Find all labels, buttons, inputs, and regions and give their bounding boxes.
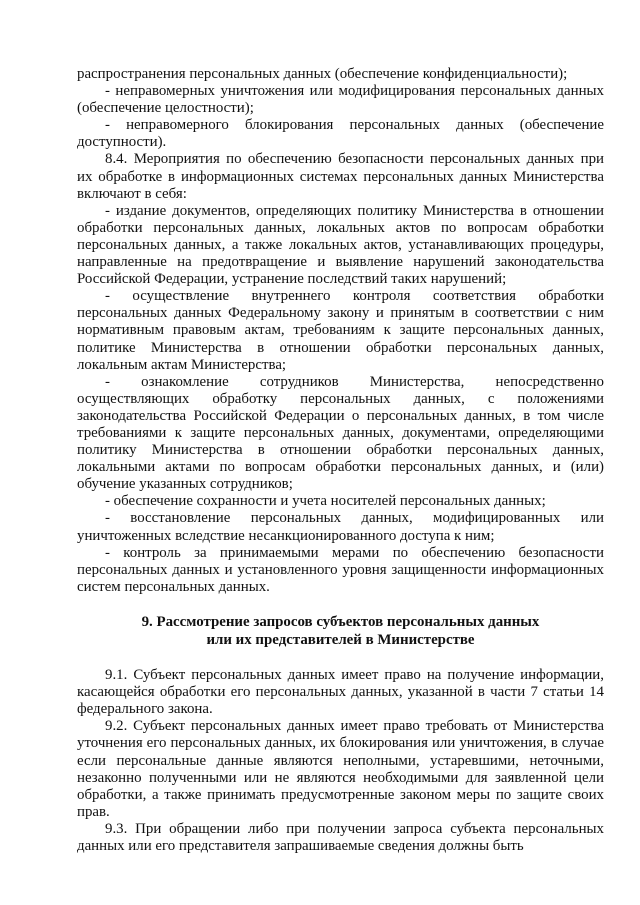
section-body [77,667,604,855]
section-heading-line-2: или их представителей в Министерстве [206,631,475,648]
paragraph-list-item: - обеспечение сохранности и учета носителей персональных данных; [105,493,546,510]
section-heading [77,614,604,649]
paragraph-clause-9-2: 9.2. Субъект персональных данных имеет право требовать от Министерства уточнения его персональных данных, их блокирования или уничтожения, в случае если персональные данные являются неполными, устаревшими, неточными, незаконно полученными или не являются необходимыми для заявленной цели обработки, а также принимать предусмотренные законом меры по защите своих прав. [77,718,604,820]
document-page [77,66,604,855]
paragraph-continuation: распространения персональных данных (обеспечение конфиденциальности); [77,66,568,82]
paragraph-clause-9-1: 9.1. Субъект персональных данных имеет право на получение информации, касающейся обработки его персональных данных, указанной в части 7 статьи 14 федерального закона. [77,667,604,718]
paragraph-list-item: - восстановление персональных данных, модифицированных или уничтоженных вследствие несанкционированного доступа к ним; [77,510,604,544]
paragraph-list-item: - ознакомление сотрудников Министерства, непосредственно осуществляющих обработку персональных данных, с положениями законодательства Российской Федерации о персональных данных, в том числе требованиями к защите персональных данных, документами, определяющими политику Министерства в отношении обработки персональных данных, локальными актами по вопросам обработки персональных данных, и (или) обучение указанных сотрудников; [77,373,604,493]
paragraph-list-item: - осуществление внутреннего контроля соответствия обработки персональных данных Федеральному закону и принятым в соответствии с ним нормативным правовым актам, требованиям к защите персональных данных, политике Министерства в отношении обработки персональных данных, локальным актам Министерства; [77,288,604,373]
paragraph-list-item: - контроль за принимаемыми мерами по обеспечению безопасности персональных данных и установленного уровня защищенности информационных систем персональных данных. [77,544,604,595]
paragraph-list-item: - неправомерного блокирования персональных данных (обеспечение доступности). [77,117,604,151]
paragraph-list-item: - издание документов, определяющих политику Министерства в отношении обработки персональных данных, локальных актов по вопросам обработки персональных данных, а также локальных актов, устанавливающих процедуры, направленные на предотвращение и выявление нарушений законодательства Российской Федерации, устранение последствий таких нарушений; [77,202,604,288]
paragraph-list-item: - неправомерных уничтожения или модифицирования персональных данных (обеспечение целостности); [77,83,604,117]
paragraph-clause-8-4: 8.4. Мероприятия по обеспечению безопасности персональных данных при их обработке в информационных системах персональных данных Министерства включают в себя: [77,151,604,202]
paragraph-clause-9-3: 9.3. При обращении либо при получении запроса субъекта персональных данных или его представителя запрашиваемые сведения должны быть [77,820,604,855]
section-heading-line-1: 9. Рассмотрение запросов субъектов персональных данных [141,613,540,630]
